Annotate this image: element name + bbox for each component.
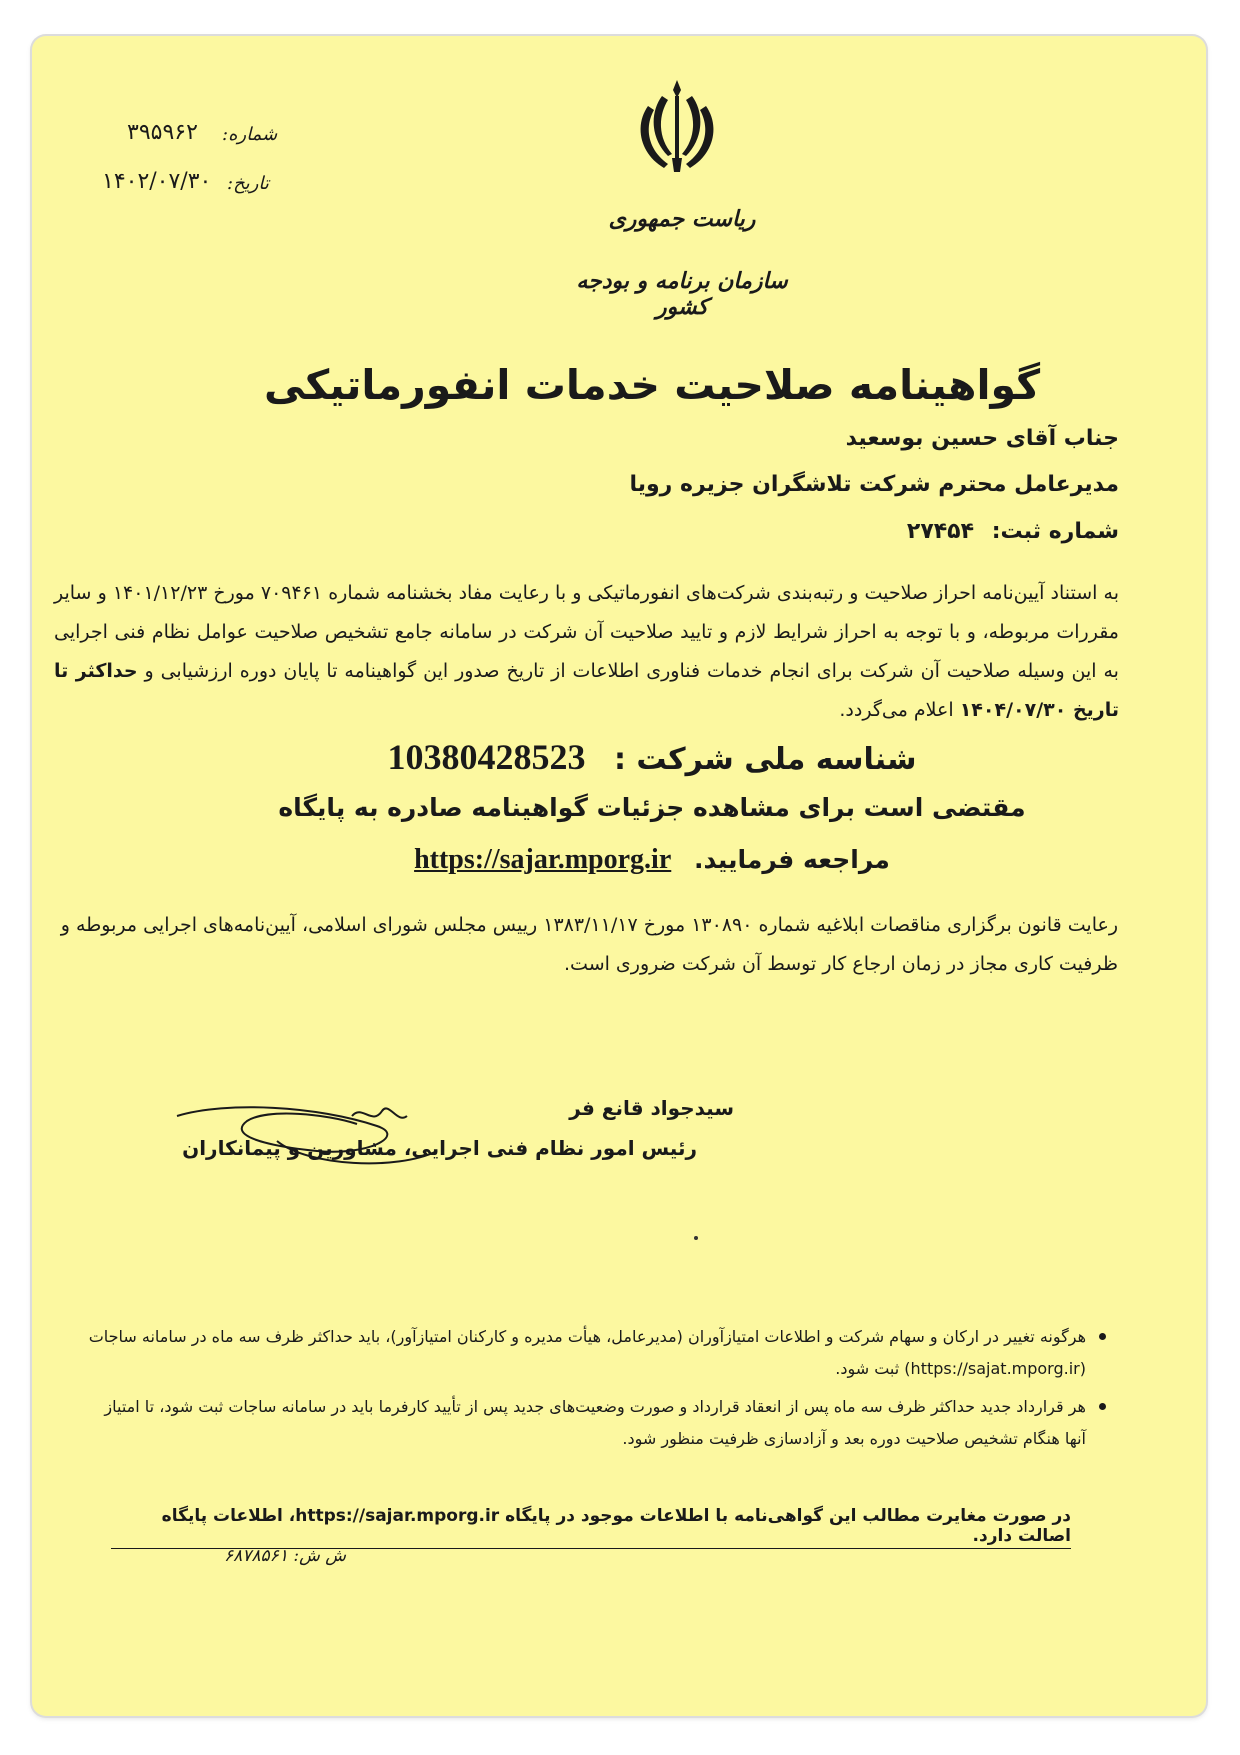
view-notice-suffix: مراجعه فرمایید. — [693, 845, 890, 874]
registration-label: شماره ثبت: — [991, 519, 1119, 544]
org-line-presidency: ریاست جمهوری — [608, 206, 756, 232]
registration-number — [907, 519, 1119, 544]
body-paragraph — [54, 574, 1119, 730]
registration-value: ۲۷۴۵۴ — [906, 519, 975, 544]
note-item: هر قرارداد جدید حداکثر ظرف سه ماه پس از انعقاد قرارداد و صورت وضعیت‌های جدید پس از تأیید کارفرما باید در سامانه ساجات ثبت شود، تا امتیاز آنها هنگام تشخیص صلاحیت دوره بعد و آزادسازی ظرفیت منظور شود. — [86, 1391, 1106, 1455]
certificate-title: گواهینامه صلاحیت خدمات انفورماتیکی — [263, 361, 1041, 409]
org-line-budget: سازمان برنامه و بودجه کشور — [576, 268, 788, 320]
law-paragraph: رعایت قانون برگزاری مناقصات ابلاغیه شماره ۱۳۰۸۹۰ مورخ ۱۳۸۳/۱۱/۱۷ رییس مجلس شورای اسلامی، آیین‌نامه‌های اجرایی مربوطه و ظرفیت کاری مجاز در زمان ارجاع کار توسط آن شرکت ضروری است. — [60, 914, 1118, 975]
body-validity-date: حداکثر تا تاریخ ۱۴۰۴/۰۷/۳۰ — [54, 660, 1119, 721]
ink-dot — [694, 1236, 698, 1240]
certificate-page — [32, 36, 1206, 1716]
addressee-name: جناب آقای حسین بوسعید — [845, 426, 1119, 451]
signatory-title: رئیس امور نظام فنی اجرایی، مشاورین و پیمانکاران — [182, 1136, 697, 1160]
body-part1: به استناد آیین‌نامه احراز صلاحیت و رتبه‌بندی شرکت‌های انفورماتیکی و با رعایت مفاد بخشنامه شماره ۷۰۹۴۶۱ مورخ ۱۴۰۱/۱۲/۲۳ و سایر مقررات مربوطه، و با توجه به احراز شرایط لازم و تایید صلاحیت آن شرکت در سامانه جامع تشخیص صلاحیت عوامل نظام فنی اجرایی به این وسیله صلاحیت آن شرکت برای انجام خدمات فناوری اطلاعات از تاریخ صدور این گواهینامه تا پایان دوره ارزشیابی و — [54, 582, 1119, 682]
bullet-icon — [1099, 1403, 1106, 1410]
national-id-value: 10380428523 — [387, 737, 586, 777]
national-id-label: شناسه ملی شرکت : — [613, 742, 917, 777]
body-part3: اعلام می‌گردد. — [839, 699, 954, 721]
addressee-position: مدیرعامل محترم شرکت تلاشگران جزیره رویا — [629, 472, 1119, 497]
view-notice-line1: مقتضی است برای مشاهده جزئیات گواهینامه صادره به پایگاه — [278, 793, 1026, 822]
date-label: تاریخ: — [227, 173, 269, 194]
iran-emblem-icon — [632, 76, 722, 176]
note-item: هرگونه تغییر در ارکان و سهام شرکت و اطلاعات امتیازآوران (مدیرعامل، هیأت مدیره و کارکنان امتیازآور)، باید حداکثر ظرف سه ماه در سامانه ساجات (https://sajat.mporg.ir) ثبت شود. — [86, 1321, 1106, 1385]
bullet-icon — [1099, 1333, 1106, 1340]
serial-number: ش ش: ۶۸۷۸۵۶۱ — [224, 1546, 346, 1566]
view-notice-line2 — [112, 844, 1192, 876]
sajar-link[interactable]: https://sajar.mporg.ir — [414, 844, 672, 875]
authenticity-warning: در صورت مغایرت مطالب این گواهی‌نامه با اطلاعات موجود در پایگاه https://sajar.mporg.ir، اطلاعات پایگاه اصالت دارد. — [111, 1506, 1071, 1549]
number-value: ۳۹۵۹۶۲ — [127, 120, 198, 145]
signatory-name: سیدجواد قانع فر — [569, 1096, 734, 1120]
number-label: شماره: — [222, 124, 278, 145]
date-value: ۱۴۰۲/۰۷/۳۰ — [102, 169, 212, 194]
national-id — [112, 736, 1192, 778]
notes-list — [86, 1321, 1106, 1455]
